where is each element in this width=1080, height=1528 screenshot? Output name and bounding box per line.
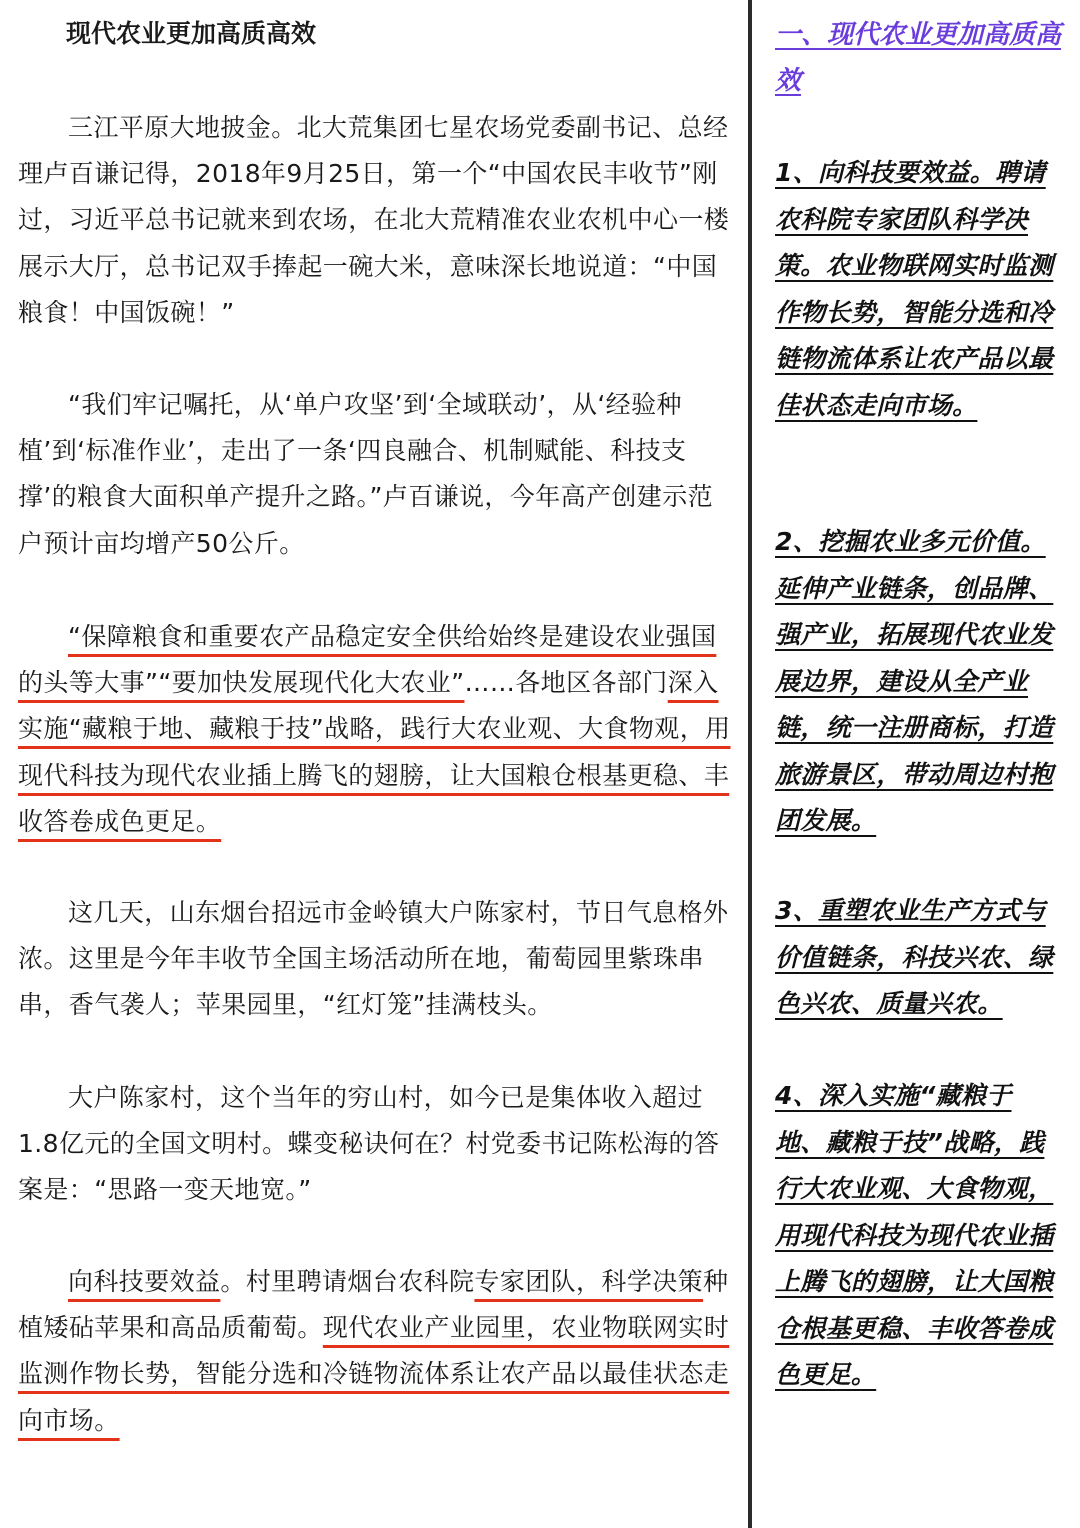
paragraph-2: “我们牢记嘱托，从‘单户攻坚’到‘全域联动’，从‘经验种植’到‘标准作业’，走出了一条‘四良融合、机制赋能、科技支撑’的粮食大面积单产提升之路。”卢百谦说，今年高产创建示范户预计亩均增产50公斤。 — [18, 390, 714, 558]
paragraph-5: 大户陈家村，这个当年的穷山村，如今已是集体收入超过1.8亿元的全国文明村。蝶变秘诀何在？村党委书记陈松海的答案是：“思路一变天地宽。” — [18, 1083, 720, 1205]
article-title: 现代农业更加高质高效 — [66, 19, 317, 48]
paragraph-6 — [18, 1259, 738, 1444]
highlighted-keyword: 向科技要效益 — [68, 1267, 221, 1296]
paragraph-text: ……各地区各部门 — [464, 668, 668, 698]
note-item-2: 2、挖掘农业多元价值。延伸产业链条，创品牌、强产业，拓展现代农业发展边界，建设从全产业链，统一注册商标，打造旅游景区，带动周边村抱团发展。 — [775, 527, 1054, 835]
note-item-1: 1、向科技要效益。聘请农科院专家团队科学决策。农业物联网实时监测作物长势，智能分选和冷链物流体系让农产品以最佳状态走向市场。 — [775, 158, 1054, 420]
notes-sidebar — [775, 0, 1065, 1528]
note-item-4: 4、深入实施“藏粮于地、藏粮于技”战略，践行大农业观、大食物观，用现代科技为现代农业插上腾飞的翅膀，让大国粮仓根基更稳、丰收答卷成色更足。 — [775, 1081, 1054, 1389]
highlighted-strategy: 深入实施“藏粮于地、藏粮于技”战略，践行大农业观、大食物观，用现代科技为现代农业插上腾飞的翅膀，让大国粮仓根基更稳、丰收答卷成色更足。 — [18, 668, 731, 836]
article — [18, 0, 738, 1528]
paragraph-4: 这几天，山东烟台招远市金岭镇大户陈家村，节日气息格外浓。这里是今年丰收节全国主场活动所在地，葡萄园里紫珠串串，香气袭人；苹果园里，“红灯笼”挂满枝头。 — [18, 898, 729, 1020]
highlighted-industrial-park: 现代农业产业园里，农业物联网实时监测作物长势，智能分选和冷链物流体系让农产品以最佳状态走向市场。 — [18, 1313, 730, 1435]
paragraph-1: 三江平原大地披金。北大荒集团七星农场党委副书记、总经理卢百谦记得，2018年9月25日，第一个“中国农民丰收节”刚过，习近平总书记就来到农场，在北大荒精准农业农机中心一楼展示大厅，总书记双手捧起一碗大米，意味深长地说道：“中国粮食！中国饭碗！” — [18, 113, 730, 327]
column-divider — [748, 0, 752, 1528]
paragraph-text: 种植矮砧苹果和高品质葡萄。 — [18, 1267, 729, 1343]
paragraph-text: 。村里聘请烟台农科院 — [220, 1267, 475, 1296]
paragraph-3 — [18, 614, 738, 845]
highlighted-team: 专家团队，科学决策 — [474, 1267, 704, 1296]
note-item-3: 3、重塑农业生产方式与价值链条，科技兴农、绿色兴农、质量兴农。 — [775, 896, 1054, 1018]
sidebar-heading: 一、现代农业更加高质高效 — [775, 20, 1062, 96]
highlighted-quote: “保障粮食和重要农产品稳定安全供给始终是建设农业强国的头等大事”“要加快发展现代化大农业” — [18, 622, 717, 698]
